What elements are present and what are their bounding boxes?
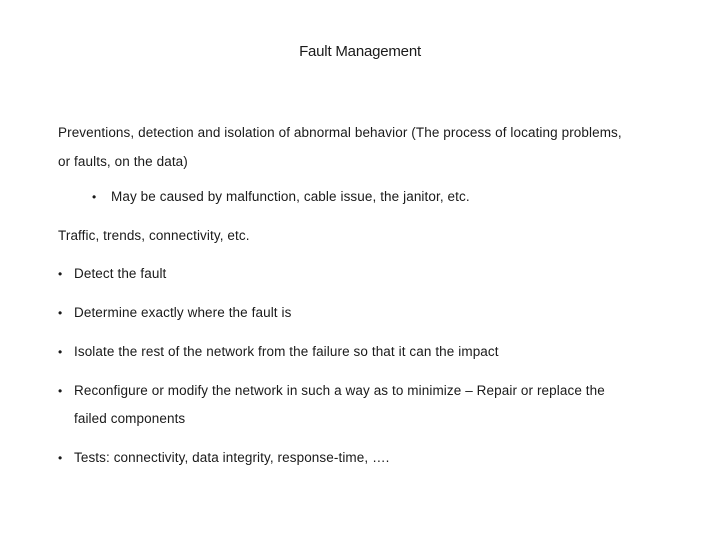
bullet-item	[58, 342, 678, 362]
page-title: Fault Management	[299, 43, 421, 60]
bullet-item	[58, 303, 678, 323]
traffic-line: Traffic, trends, connectivity, etc.	[58, 228, 250, 243]
bullet-text: Detect the fault	[74, 266, 167, 281]
sub-bullet-text: May be caused by malfunction, cable issue, the janitor, etc.	[111, 189, 470, 204]
bullet-text: Tests: connectivity, data integrity, response-time, ….	[74, 450, 390, 465]
bullet-text: Isolate the rest of the network from the failure so that it can the impact	[74, 344, 499, 359]
bullet-continuation: failed components	[74, 411, 186, 426]
bullet-item	[58, 264, 678, 284]
bullet-text: Determine exactly where the fault is	[74, 305, 292, 320]
bullet-dot: •	[58, 384, 63, 398]
bullet-item	[58, 381, 698, 401]
intro-line-1: Preventions, detection and isolation of abnormal behavior (The process of locating problems,	[58, 125, 622, 140]
bullet-dot: •	[92, 190, 97, 204]
bullet-dot: •	[58, 345, 63, 359]
bullet-dot: •	[58, 306, 63, 320]
bullet-dot: •	[58, 451, 63, 465]
bullet-item	[58, 448, 678, 468]
bullet-dot: •	[58, 267, 63, 281]
sub-bullet-item	[92, 187, 652, 207]
bullet-text: Reconfigure or modify the network in such a way as to minimize – Repair or replace the	[74, 383, 605, 398]
intro-line-2: or faults, on the data)	[58, 154, 188, 169]
